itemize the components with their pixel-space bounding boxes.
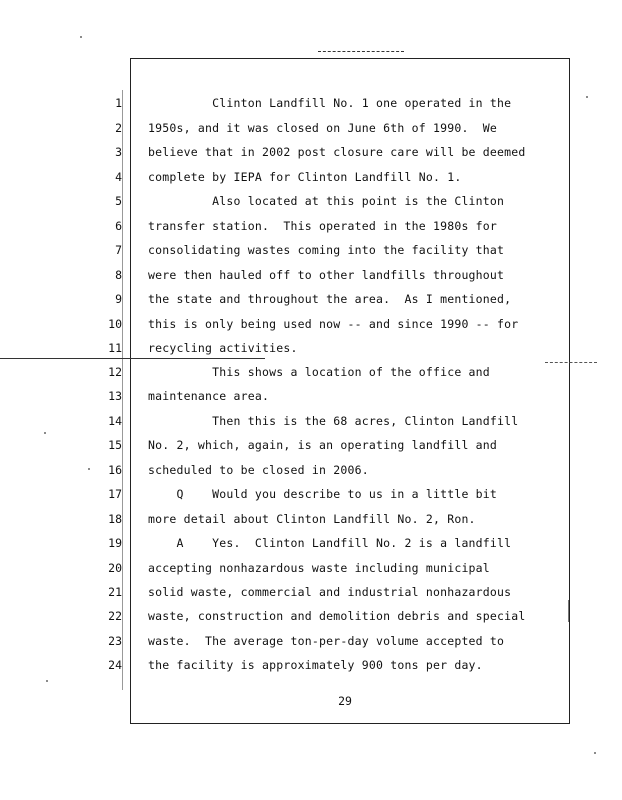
line-number: 14 <box>108 414 122 428</box>
line-number: 20 <box>108 561 122 575</box>
transcript-line: Clinton Landfill No. 1 one operated in the <box>148 96 512 110</box>
transcript-line: maintenance area. <box>148 389 270 403</box>
transcript-line: waste. The average ton-per-day volume accepted to <box>148 634 505 648</box>
transcript-line: Q Would you describe to us in a little bit <box>148 487 498 501</box>
line-number: 6 <box>115 219 122 233</box>
line-number: 19 <box>108 536 122 550</box>
line-number: 24 <box>108 658 122 672</box>
scan-artifact-line-right <box>545 362 597 363</box>
scan-speck <box>80 36 82 38</box>
transcript-line: this is only being used now -- and since 1990 -- for <box>148 317 519 331</box>
scan-artifact-tick <box>568 600 569 622</box>
line-number: 18 <box>108 512 122 526</box>
transcript-line: the facility is approximately 900 tons per day. <box>148 658 483 672</box>
transcript-line: the state and throughout the area. As I mentioned, <box>148 292 512 306</box>
transcript-line: A Yes. Clinton Landfill No. 2 is a landfill <box>148 536 512 550</box>
line-number: 22 <box>108 609 122 623</box>
transcript-line: Then this is the 68 acres, Clinton Landfill <box>148 414 519 428</box>
top-dash-mark <box>318 51 404 52</box>
transcript-line: No. 2, which, again, is an operating landfill and <box>148 438 498 452</box>
transcript-line: solid waste, commercial and industrial nonhazardous <box>148 585 512 599</box>
line-number: 10 <box>108 317 122 331</box>
transcript-line: This shows a location of the office and <box>148 365 490 379</box>
transcript-line: waste, construction and demolition debris and special <box>148 609 526 623</box>
transcript-line: consolidating wastes coming into the facility that <box>148 243 505 257</box>
line-number: 9 <box>115 292 122 306</box>
line-number: 1 <box>115 96 122 110</box>
scan-speck <box>44 432 46 434</box>
scan-speck <box>586 96 588 98</box>
page-number: 29 <box>338 694 352 708</box>
transcript-line: complete by IEPA for Clinton Landfill No. 1. <box>148 170 462 184</box>
line-number: 15 <box>108 438 122 452</box>
transcript-line: Also located at this point is the Clinton <box>148 194 505 208</box>
line-number: 23 <box>108 634 122 648</box>
line-number: 2 <box>115 121 122 135</box>
transcript-line: scheduled to be closed in 2006. <box>148 463 369 477</box>
line-number: 4 <box>115 170 122 184</box>
transcript-line: accepting nonhazardous waste including municipal <box>148 561 490 575</box>
transcript-line: 1950s, and it was closed on June 6th of 1990. We <box>148 121 498 135</box>
line-number: 5 <box>115 194 122 208</box>
line-number: 13 <box>108 389 122 403</box>
line-number: 11 <box>108 341 122 355</box>
transcript-line: more detail about Clinton Landfill No. 2, Ron. <box>148 512 476 526</box>
margin-rule <box>122 90 123 690</box>
line-number: 16 <box>108 463 122 477</box>
transcript-line: transfer station. This operated in the 1980s for <box>148 219 498 233</box>
transcript-line: believe that in 2002 post closure care will be deemed <box>148 145 526 159</box>
line-number: 21 <box>108 585 122 599</box>
line-number: 7 <box>115 243 122 257</box>
line-number: 8 <box>115 268 122 282</box>
transcript-line: recycling activities. <box>148 341 298 355</box>
scan-artifact-line <box>0 358 265 359</box>
scan-speck <box>46 680 48 682</box>
transcript-line: were then hauled off to other landfills throughout <box>148 268 505 282</box>
scan-speck <box>594 752 596 754</box>
line-number: 12 <box>108 365 122 379</box>
line-number: 3 <box>115 145 122 159</box>
scan-speck <box>88 468 90 470</box>
line-number: 17 <box>108 487 122 501</box>
